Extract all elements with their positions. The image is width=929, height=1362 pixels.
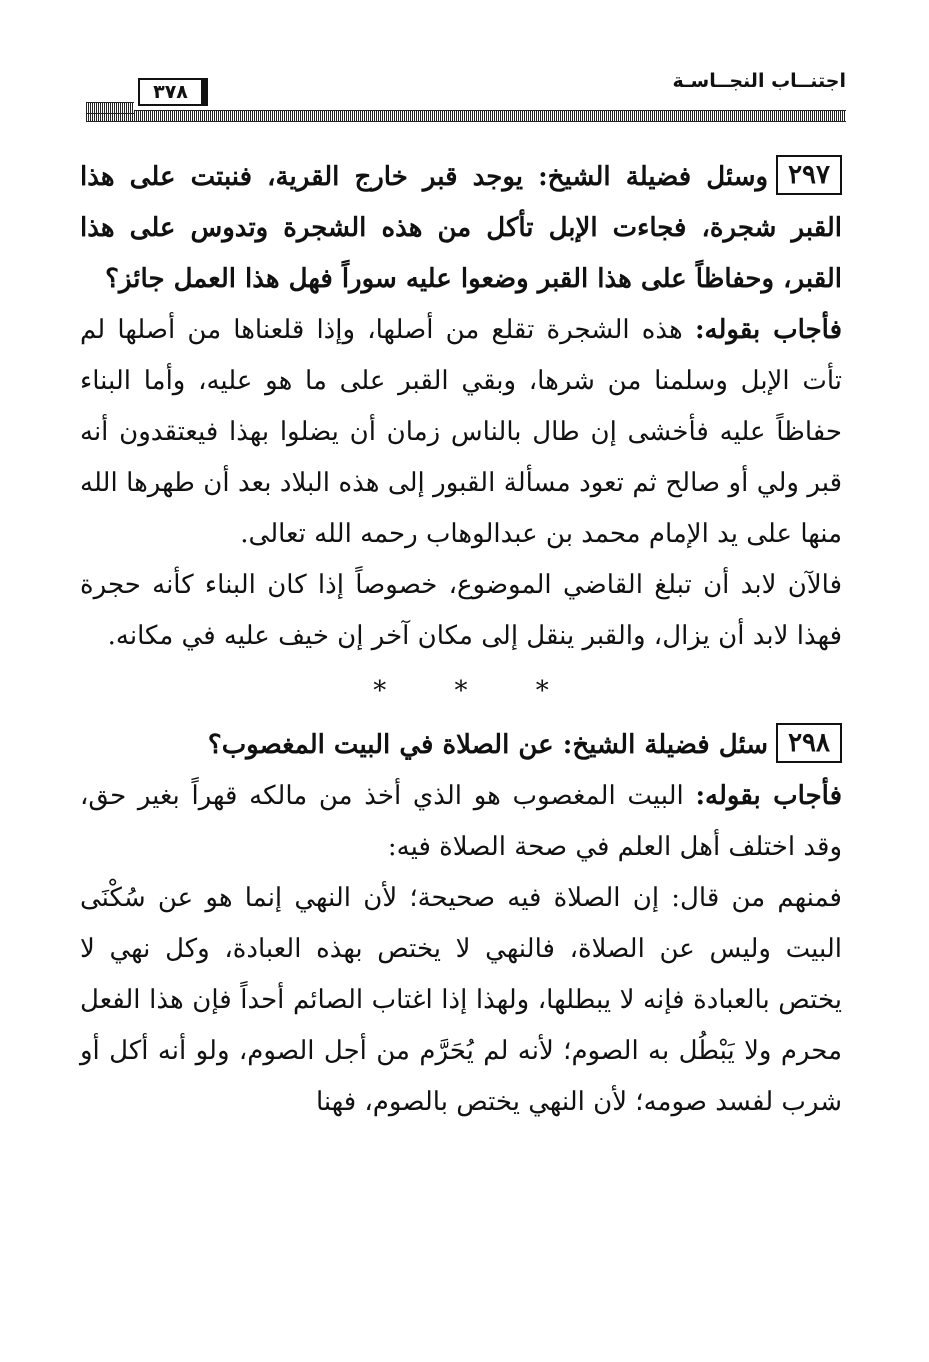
header-rule: [86, 110, 846, 122]
question-text: وسئل فضيلة الشيخ: يوجد قبر خارج القرية، فنبتت على هذا القبر شجرة، فجاءت الإبل تأكل من هذه الشجرة وتدوس على هذا القبر، وحفاظاً على هذا القبر وضعوا عليه سوراً فهل هذا العمل جائز؟: [80, 162, 842, 294]
question-298: [80, 720, 842, 771]
answer-297: [80, 305, 842, 560]
section-separator: * * *: [373, 676, 579, 706]
question-number-badge: ٢٩٨: [776, 723, 842, 763]
answer-text: هذه الشجرة تقلع من أصلها، وإذا قلعناها من أصلها لم تأت الإبل وسلمنا من شرها، وبقي القبر على ما هو عليه، وأما البناء حفاظاً عليه فأخشى إن طال بالناس زمان أن يضلوا بهذا فيعتقدون أنه قبر ولي أو صالح ثم تعود مسألة القبور إلى هذه البلاد بعد أن طهرها الله منها على يد الإمام محمد بن عبدالوهاب رحمه الله تعالى.: [80, 315, 842, 549]
question-297: [80, 152, 842, 305]
page-body: [80, 152, 842, 1128]
answer-lead: فأجاب بقوله:: [695, 781, 843, 811]
question-text: سئل فضيلة الشيخ: عن الصلاة في البيت المغصوب؟: [207, 730, 769, 760]
header-rule-left: [86, 102, 134, 114]
answer-298-continued: فمنهم من قال: إن الصلاة فيه صحيحة؛ لأن النهي إنما هو عن سُكْنَى البيت وليس عن الصلاة، فالنهي لا يختص بهذه العبادة، وكل نهي لا يختص بالعبادة فإنه لا يبطلها، ولهذا إذا اغتاب الصائم أحداً فإن هذا الفعل محرم ولا يَبْطُل به الصوم؛ لأنه لم يُحَرَّم من أجل الصوم، ولو أنه أكل أو شرب لفسد صومه؛ لأن النهي يختص بالصوم، فهنا: [80, 883, 842, 1117]
running-header: [86, 70, 846, 126]
question-number-badge: ٢٩٧: [776, 155, 842, 195]
answer-text: البيت المغصوب هو الذي أخذ من مالكه قهراً بغير حق، وقد اختلف أهل العلم في صحة الصلاة فيه:: [80, 781, 842, 862]
answer-297-continued: فالآن لابد أن تبلغ القاضي الموضوع، خصوصاً إذا كان البناء كأنه حجرة فهذا لابد أن يزال، والقبر ينقل إلى مكان آخر إن خيف عليه في مكانه.: [80, 570, 842, 651]
answer-lead: فأجاب بقوله:: [694, 315, 843, 345]
answer-298: [80, 771, 842, 873]
page-number: ٣٧٨: [138, 78, 208, 106]
chapter-title: اجتنــاب النجــاسـة: [672, 70, 846, 92]
